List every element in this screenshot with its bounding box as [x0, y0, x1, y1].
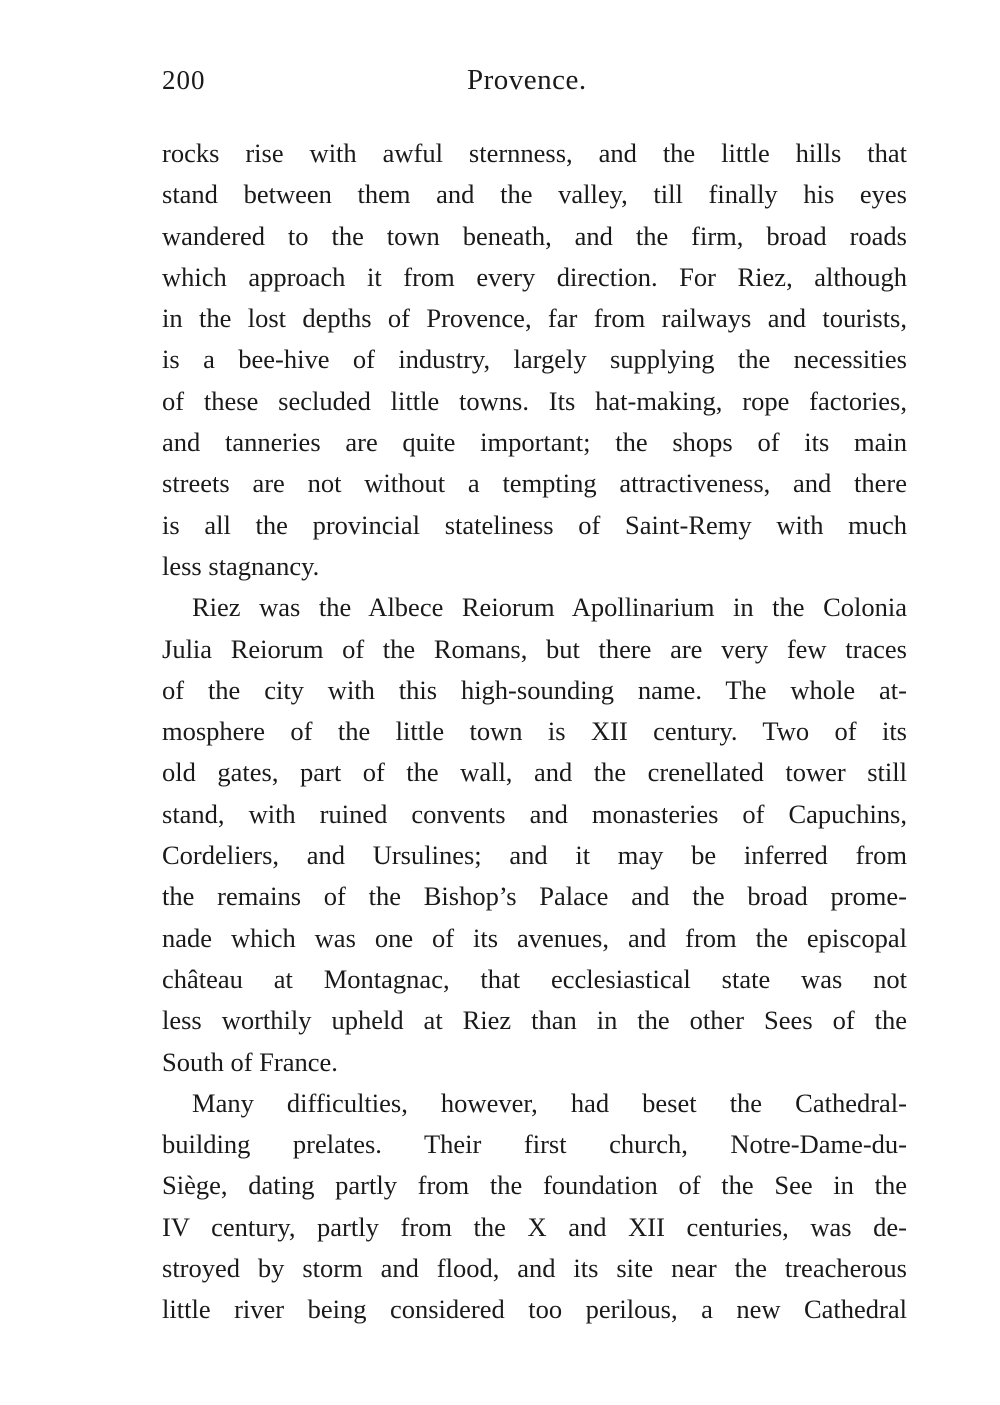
text-line: of the city with this high-sounding name. The whole at-	[162, 674, 907, 705]
running-title: Provence.	[467, 64, 587, 96]
text-line: is a bee-hive of industry, largely supplying the necessities	[162, 344, 907, 375]
text-line: Cordeliers, and Ursulines; and it may be inferred from	[162, 840, 907, 871]
text-line: old gates, part of the wall, and the crenellated tower still	[162, 757, 907, 788]
text-line: little river being considered too perilous, a new Cathedral	[162, 1294, 907, 1325]
page-header	[162, 58, 907, 102]
paragraph	[162, 133, 907, 587]
text-line: Siège, dating partly from the foundation of the See in the	[162, 1170, 907, 1201]
text-line: is all the provincial stateliness of Saint-Remy with much	[162, 509, 907, 540]
text-line: of these secluded little towns. Its hat-making, rope factories,	[162, 385, 907, 416]
text-line: streets are not without a tempting attractiveness, and there	[162, 468, 907, 499]
text-line: the remains of the Bishop’s Palace and the broad prome-	[162, 881, 907, 912]
text-line: Many difficulties, however, had beset the Cathedral-	[192, 1087, 907, 1118]
text-line: in the lost depths of Provence, far from railways and tourists,	[162, 303, 907, 334]
text-line: stroyed by storm and flood, and its site near the treacherous	[162, 1253, 907, 1284]
text-line: wandered to the town beneath, and the firm, broad roads	[162, 220, 907, 251]
text-line: nade which was one of its avenues, and from the episcopal	[162, 922, 907, 953]
paragraph	[162, 587, 907, 1083]
page-number: 200	[162, 65, 206, 95]
body-text	[162, 133, 907, 1331]
text-line: less worthily upheld at Riez than in the other Sees of the	[162, 1005, 907, 1036]
text-line: Riez was the Albece Reiorum Apollinarium in the Colonia	[192, 592, 907, 623]
text-line: château at Montagnac, that ecclesiastical state was not	[162, 963, 907, 994]
text-line: less stagnancy.	[162, 550, 320, 581]
text-line: stand between them and the valley, till finally his eyes	[162, 179, 907, 210]
text-line: IV century, partly from the X and XII centuries, was de-	[162, 1211, 907, 1242]
text-line: which approach it from every direction. For Riez, although	[162, 261, 907, 292]
paragraph	[162, 1083, 907, 1331]
text-line: Julia Reiorum of the Romans, but there are very few traces	[162, 633, 907, 664]
text-line: mosphere of the little town is XII century. Two of its	[162, 716, 907, 747]
text-line: and tanneries are quite important; the shops of its main	[162, 427, 907, 458]
text-line: building prelates. Their first church, Notre-Dame-du-	[162, 1129, 907, 1160]
text-line: South of France.	[162, 1046, 338, 1077]
text-line: stand, with ruined convents and monasteries of Capuchins,	[162, 798, 907, 829]
text-line: rocks rise with awful sternness, and the little hills that	[162, 138, 907, 168]
